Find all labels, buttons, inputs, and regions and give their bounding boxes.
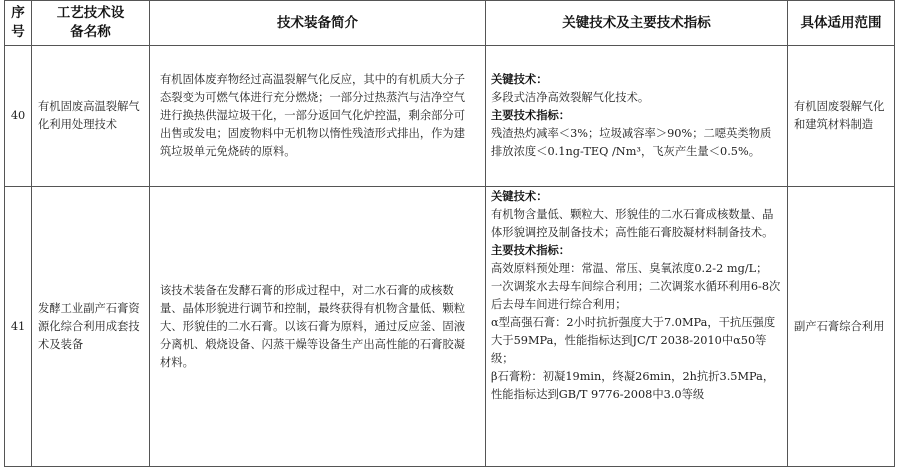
header-no: 序号 — [5, 1, 32, 46]
row-key-tech — [486, 46, 788, 187]
table-header-row — [5, 1, 895, 46]
header-scope: 具体适用范围 — [788, 1, 895, 46]
key-tech-label: 关键技术： — [491, 190, 548, 203]
key-tech-text: 多段式洁净高效裂解气化技术。 — [491, 91, 650, 104]
key-tech-label: 关键技术： — [491, 73, 548, 86]
table-row — [5, 46, 895, 187]
indicator-text: 高效原料预处理：常温、常压、臭氧浓度0.2-2 mg/L； — [491, 262, 768, 275]
process-technology-table — [4, 0, 895, 467]
row-name: 发酵工业副产石膏资源化综合利用成套技术及装备 — [32, 187, 150, 467]
row-scope: 有机固废裂解气化和建筑材料制造 — [788, 46, 895, 187]
row-number: 40 — [5, 46, 32, 187]
indicator-text: α型高强石膏：2小时抗折强度大于7.0MPa，干抗压强度大于59MPa，性能指标达到JC/T 2038-2010中α50等级； — [491, 316, 776, 365]
row-intro: 该技术装备在发酵石膏的形成过程中，对二水石膏的成核数量、晶体形貌进行调节和控制，最终获得有机物含量低、颗粒大、形貌佳的二水石膏。以该石膏为原料，通过反应釜、固液分离机、煅烧设备、闪蒸干燥等设备生产出高性能的石膏胶凝材料。 — [150, 187, 486, 467]
indicator-label: 主要技术指标： — [491, 244, 571, 257]
header-intro: 技术装备简介 — [150, 1, 486, 46]
header-key: 关键技术及主要技术指标 — [486, 1, 788, 46]
indicator-text: β石膏粉：初凝19min，终凝26min，2h抗折3.5MPa，性能指标达到GB/T 9776-2008中3.0等级 — [491, 370, 775, 401]
row-key-tech — [486, 187, 788, 467]
indicator-label: 主要技术指标： — [491, 109, 571, 122]
table-row — [5, 187, 895, 467]
row-scope: 副产石膏综合利用 — [788, 187, 895, 467]
row-name: 有机固废高温裂解气化利用处理技术 — [32, 46, 150, 187]
indicator-text: 残渣热灼减率＜3%；垃圾减容率＞90%；二噁英类物质排放浓度＜0.1ng-TEQ /Nm³，飞灰产生量＜0.5%。 — [491, 127, 772, 158]
header-name: 工艺技术设备名称 — [32, 1, 150, 46]
key-tech-text: 有机物含量低、颗粒大、形貌佳的二水石膏成核数量、晶体形貌调控及制备技术；高性能石膏胶凝材料制备技术。 — [491, 208, 774, 239]
row-intro: 有机固体废弃物经过高温裂解气化反应，其中的有机质大分子态裂变为可燃气体进行充分燃烧；一部分过热蒸汽与洁净空气进行换热供湿垃圾干化，一部分返回气化炉控温，剩余部分可出售或发电；固废物料中无机物以惰性残渣形式排出，作为建筑垃圾单元免烧砖的原料。 — [150, 46, 486, 187]
row-number: 41 — [5, 187, 32, 467]
indicator-text: 一次调浆水去母车间综合利用；二次调浆水循环利用6-8次后去母车间进行综合利用； — [491, 280, 781, 311]
